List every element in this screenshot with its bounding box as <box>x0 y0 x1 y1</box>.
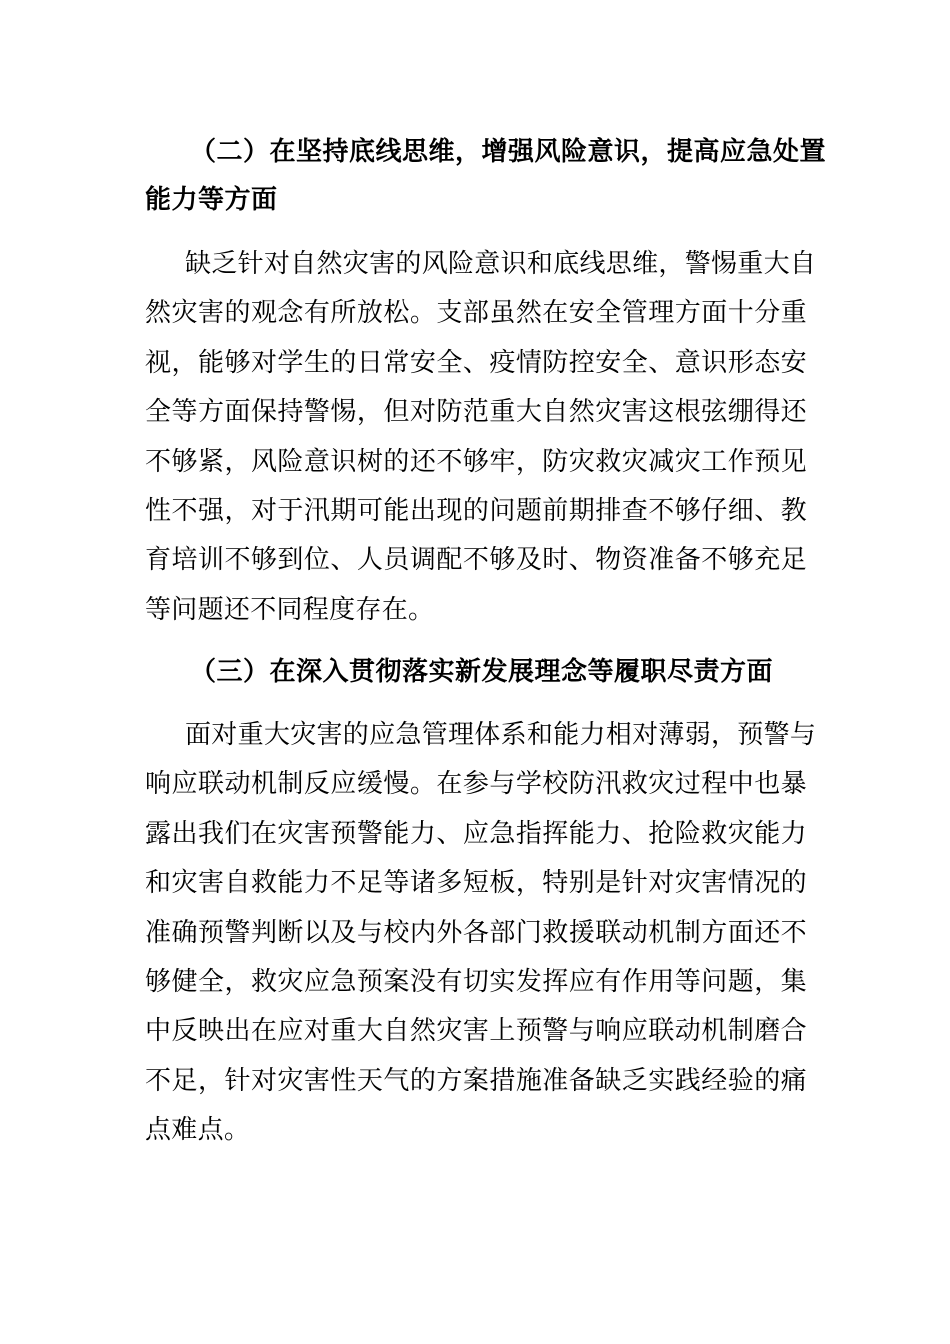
section-3-heading <box>145 648 807 696</box>
heading-line: （三）在深入贯彻落实新发展理念等履职尽责方面 <box>190 657 774 687</box>
paragraph-line: 不足，针对灾害性天气的方案措施准备缺乏实践经验的痛 <box>145 1065 807 1096</box>
paragraph-line: 性不强，对于汛期可能出现的问题前期排查不够仔细、教 <box>145 496 807 527</box>
paragraph-line: 露出我们在灾害预警能力、应急指挥能力、抢险救灾能力 <box>145 818 807 849</box>
paragraph-line: 然灾害的观念有所放松。支部虽然在安全管理方面十分重 <box>145 298 807 329</box>
paragraph-line: 点难点。 <box>145 1115 251 1146</box>
paragraph-line: 够健全，救灾应急预案没有切实发挥应有作用等问题，集 <box>145 967 807 998</box>
section-2-heading <box>145 128 827 224</box>
paragraph-line: 和灾害自救能力不足等诸多短板，特别是针对灾害情况的 <box>145 868 807 899</box>
heading-line: 能力等方面 <box>145 185 278 215</box>
paragraph-line: 准确预警判断以及与校内外各部门救援联动机制方面还不 <box>145 917 807 948</box>
paragraph-line: 响应联动机制反应缓慢。在参与学校防汛救灾过程中也暴 <box>145 769 807 800</box>
paragraph-line: 不够紧，风险意识树的还不够牢，防灾救灾减灾工作预见 <box>145 446 807 477</box>
paragraph-line: 视，能够对学生的日常安全、疫情防控安全、意识形态安 <box>145 347 807 378</box>
heading-line: （二）在坚持底线思维，增强风险意识，提高应急处置 <box>190 137 827 167</box>
paragraph-line: 面对重大灾害的应急管理体系和能力相对薄弱，预警与 <box>185 720 817 750</box>
section-3-paragraph <box>145 711 817 1156</box>
paragraph-line: 缺乏针对自然灾害的风险意识和底线思维，警惕重大自 <box>185 249 817 279</box>
paragraph-line: 等问题还不同程度存在。 <box>145 594 435 625</box>
paragraph-line: 全等方面保持警惕，但对防范重大自然灾害这根弦绷得还 <box>145 397 807 428</box>
paragraph-line: 中反映出在应对重大自然灾害上预警与响应联动机制磨合 <box>145 1016 807 1047</box>
paragraph-line: 育培训不够到位、人员调配不够及时、物资准备不够充足 <box>145 545 807 576</box>
section-2-paragraph <box>145 240 817 635</box>
